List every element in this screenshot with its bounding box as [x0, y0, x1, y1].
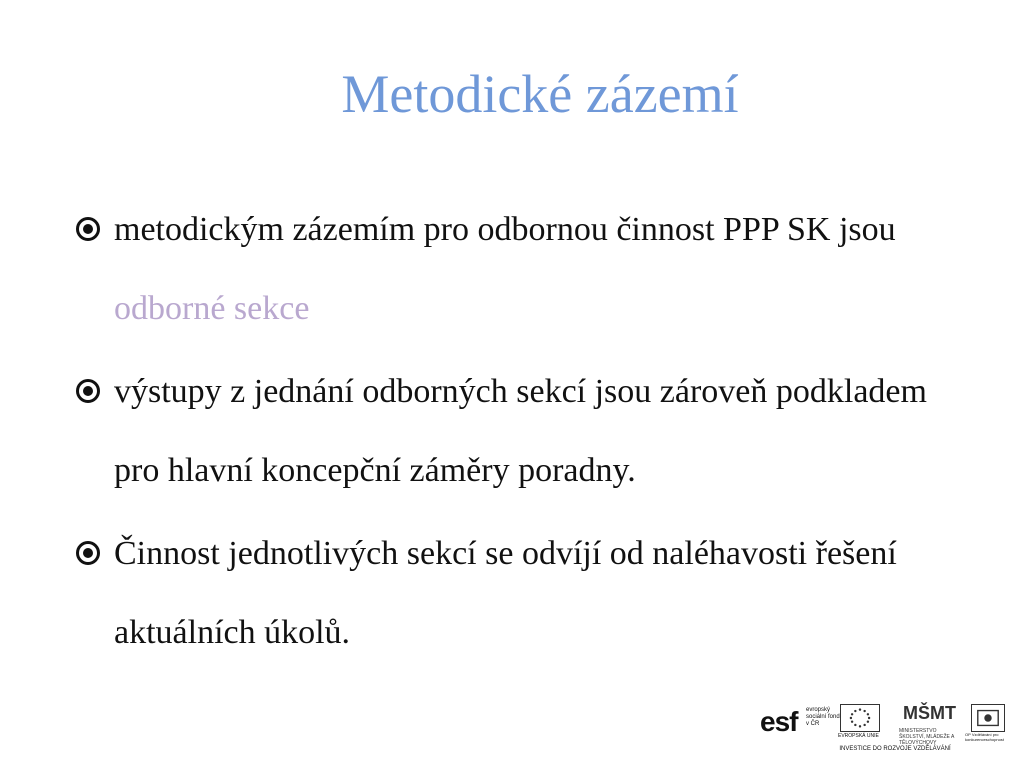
op-logo-icon	[971, 704, 1005, 732]
esf-logo: esf	[760, 706, 798, 737]
bullet-text: výstupy z jednání odborných sekcí jsou zároveň podkladem pro hlavní koncepční záměry poradny.	[114, 373, 927, 489]
target-circle-icon	[76, 379, 100, 403]
bullet-item	[72, 514, 972, 672]
bullet-text: Činnost jednotlivých sekcí se odvíjí od naléhavosti řešení aktuálních úkolů.	[114, 535, 897, 651]
bullet-item	[72, 190, 972, 348]
esf-caption: evropský sociální fond v ČR	[806, 707, 840, 727]
target-circle-icon	[76, 217, 100, 241]
msmt-logo: MŠMT	[903, 703, 956, 723]
slide-title: Metodické zázemí	[341, 64, 739, 124]
eu-caption: EVROPSKÁ UNIE	[838, 733, 879, 739]
bullet-item	[72, 352, 972, 510]
msmt-caption: MINISTERSTVO ŠKOLSTVÍ, MLÁDEŽE A TĚLOVÝCHOVY	[899, 728, 955, 746]
op-caption: OP Vzdělávání pro konkurenceschopnost	[965, 732, 1004, 742]
investice-caption: INVESTICE DO ROZVOJE VZDĚLÁVÁNÍ	[839, 746, 951, 752]
bullet-list	[72, 190, 972, 676]
bullet-text: metodickým zázemím pro odbornou činnost PPP SK jsou	[114, 211, 896, 248]
target-circle-icon	[76, 541, 100, 565]
footer-logos	[760, 698, 1010, 760]
eu-flag-icon	[840, 704, 880, 732]
bullet-highlight: odborné sekce	[114, 290, 310, 327]
